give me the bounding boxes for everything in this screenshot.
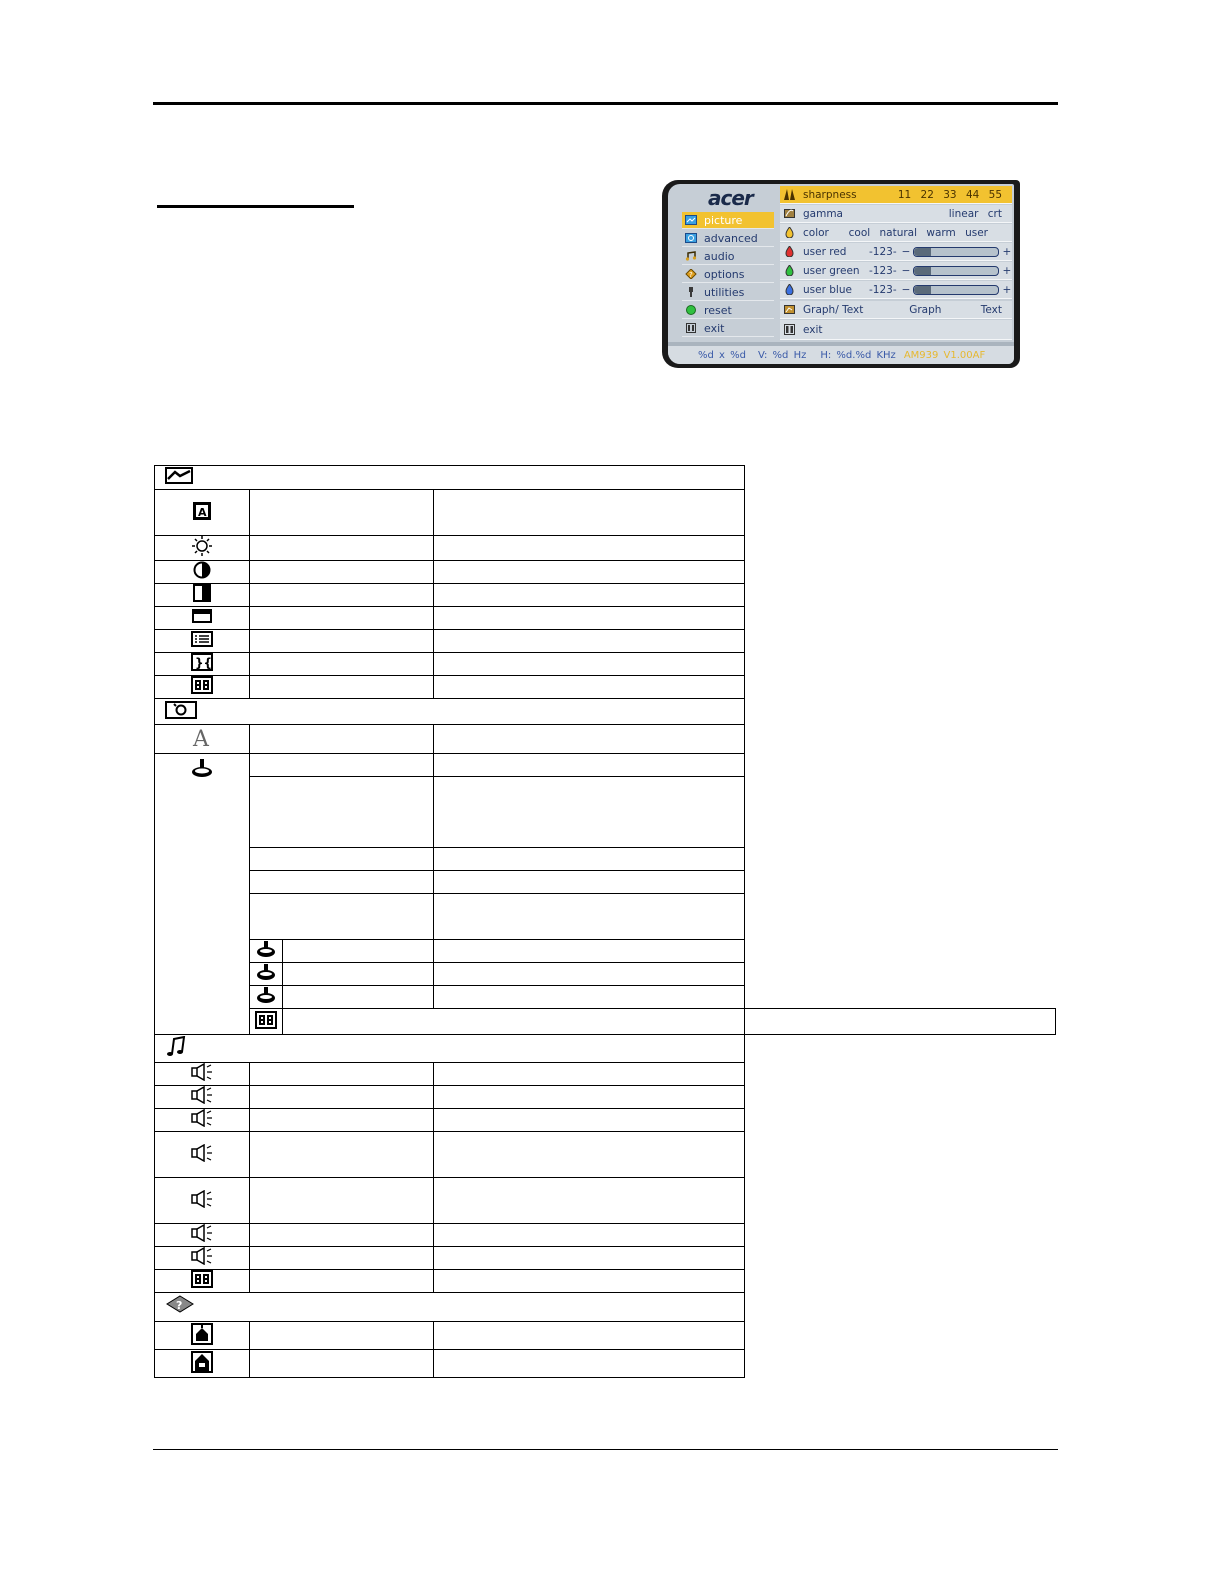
table-row xyxy=(155,1063,1056,1086)
brightness-icon xyxy=(192,536,212,560)
speaker-icon xyxy=(190,1109,214,1131)
table-row xyxy=(155,725,1056,754)
h-position-icon xyxy=(192,584,212,606)
color-options[interactable]: cool natural warm user xyxy=(848,226,988,239)
table-row xyxy=(155,676,1056,699)
table-row xyxy=(155,561,1056,584)
contrast-icon xyxy=(192,561,212,583)
menu-item-label: picture xyxy=(704,213,743,227)
v-position-icon xyxy=(192,608,212,628)
osd-icon-table xyxy=(154,465,1056,1378)
audio-icon xyxy=(685,251,697,261)
menu-item-label: options xyxy=(704,267,745,281)
osd-main-menu xyxy=(668,184,778,344)
acer-logo: acer xyxy=(708,186,753,210)
menu-item-label: utilities xyxy=(704,285,745,299)
table-row xyxy=(155,1247,1056,1270)
table-row xyxy=(155,536,1056,561)
osd-menu-screenshot xyxy=(662,180,1020,368)
auto-adjust-icon xyxy=(192,501,212,525)
table-row xyxy=(155,1109,1056,1132)
exit-icon xyxy=(685,323,697,333)
user-blue-icon xyxy=(256,986,276,1008)
user-red-slider[interactable] xyxy=(913,247,999,257)
table-row xyxy=(155,1270,1056,1293)
exit-icon xyxy=(255,1011,277,1033)
table-row xyxy=(155,653,1056,676)
menu-item-label: exit xyxy=(704,321,725,335)
options-icon xyxy=(165,1295,195,1319)
user-green-icon xyxy=(256,963,276,985)
svg-text:A: A xyxy=(193,727,209,748)
status-resolution: %d x %d xyxy=(698,349,746,361)
osd-panel xyxy=(668,184,1014,364)
table-row xyxy=(155,630,1056,653)
table-row xyxy=(155,1178,1056,1224)
slider-fill xyxy=(914,286,931,294)
clock-icon xyxy=(191,631,213,651)
exit-icon xyxy=(191,1270,213,1292)
table-row xyxy=(155,490,1056,536)
advanced-icon xyxy=(685,233,697,243)
graph-text-options[interactable]: Graph Text xyxy=(909,303,1002,316)
gamma-options[interactable]: linear crt xyxy=(948,207,1002,220)
speaker-icon xyxy=(190,1190,214,1212)
color-icon xyxy=(784,227,795,238)
submenu-sharpness[interactable]: sharpness 11 22 33 44 55 xyxy=(780,186,1012,204)
speaker-icon xyxy=(190,1144,214,1166)
user-green-slider[interactable] xyxy=(913,266,999,276)
picture-icon xyxy=(685,215,697,225)
sharpness-icon xyxy=(784,189,795,200)
speaker-icon xyxy=(190,1086,214,1108)
table-row xyxy=(155,584,1056,607)
options-icon xyxy=(685,269,697,279)
svg-text:?: ? xyxy=(689,271,693,279)
menu-item-audio[interactable] xyxy=(682,248,774,265)
user-blue-slider[interactable] xyxy=(913,285,999,295)
picture-icon xyxy=(165,467,193,488)
submenu-user-green[interactable]: user green -123- − + xyxy=(780,262,1012,280)
exit-icon xyxy=(784,324,795,335)
speaker-icon xyxy=(190,1063,214,1085)
sharpness-options[interactable]: 11 22 33 44 55 xyxy=(897,188,1002,201)
table-row xyxy=(155,754,1056,777)
table-row xyxy=(155,940,1056,963)
menu-item-label: reset xyxy=(704,303,732,317)
status-vfreq: V: %d Hz xyxy=(757,349,807,361)
menu-item-exit[interactable] xyxy=(682,320,774,337)
menu-item-options[interactable] xyxy=(682,266,774,283)
submenu-gamma[interactable]: gamma linear crt xyxy=(780,205,1012,223)
submenu-graph-text[interactable]: Graph/ Text Graph Text xyxy=(780,301,1012,319)
table-row xyxy=(155,894,1056,940)
submenu-user-red[interactable]: user red -123- − + xyxy=(780,243,1012,261)
section-advanced-header xyxy=(155,699,1056,725)
menu-item-advanced[interactable] xyxy=(682,230,774,247)
section-picture-header xyxy=(155,466,1056,490)
user-red-icon xyxy=(784,246,795,257)
svg-text:?: ? xyxy=(176,1299,183,1312)
status-model: AM939 V1.00AF xyxy=(903,349,986,361)
table-row xyxy=(155,1350,1056,1378)
table-row xyxy=(155,963,1056,986)
bottom-rule xyxy=(153,1449,1058,1450)
gamma-icon xyxy=(784,208,795,219)
user-red-icon xyxy=(256,940,276,962)
table-row xyxy=(155,777,1056,848)
submenu-color[interactable]: color cool natural warm user xyxy=(780,224,1012,242)
slider-fill xyxy=(914,267,931,275)
utilities-icon xyxy=(685,287,697,297)
section-underline xyxy=(157,205,354,208)
top-rule xyxy=(153,102,1058,105)
table-row xyxy=(155,1086,1056,1109)
exit-icon xyxy=(191,676,213,698)
table-row xyxy=(155,607,1056,630)
svg-text:}{: }{ xyxy=(195,656,213,670)
speaker-icon xyxy=(190,1224,214,1246)
speaker-icon xyxy=(190,1247,214,1269)
menu-item-reset[interactable] xyxy=(682,302,774,319)
color-temp-icon xyxy=(191,758,213,782)
graph-text-icon xyxy=(784,304,795,315)
menu-item-utilities[interactable] xyxy=(682,284,774,301)
table-row xyxy=(155,986,1056,1009)
submenu-exit[interactable]: exit xyxy=(780,320,1012,340)
table-row xyxy=(155,1322,1056,1350)
slider-fill xyxy=(914,248,931,256)
reset-icon xyxy=(685,305,697,315)
table-row xyxy=(155,1009,1056,1035)
user-blue-icon xyxy=(784,284,795,295)
menu-item-label: audio xyxy=(704,249,735,263)
submenu-user-blue[interactable]: user blue -123- − + xyxy=(780,281,1012,299)
sharpness-icon xyxy=(191,726,213,752)
audio-icon xyxy=(165,1036,187,1062)
osd-status-bar xyxy=(668,346,1014,364)
table-row xyxy=(155,1132,1056,1178)
osd-timeout-icon xyxy=(191,1351,213,1377)
table-row xyxy=(155,848,1056,871)
section-options-header xyxy=(155,1293,1056,1322)
advanced-icon xyxy=(165,701,197,723)
osd-submenu xyxy=(780,186,1012,344)
table-row xyxy=(155,871,1056,894)
menu-item-label: advanced xyxy=(704,231,758,245)
phase-icon xyxy=(191,653,213,675)
status-hfreq: H: %d.%d KHz xyxy=(820,349,896,361)
svg-text:A: A xyxy=(198,505,207,519)
menu-item-picture[interactable] xyxy=(682,212,774,229)
user-green-icon xyxy=(784,265,795,276)
table-row xyxy=(155,1224,1056,1247)
section-audio-header xyxy=(155,1035,1056,1063)
osd-position-icon xyxy=(191,1323,213,1349)
